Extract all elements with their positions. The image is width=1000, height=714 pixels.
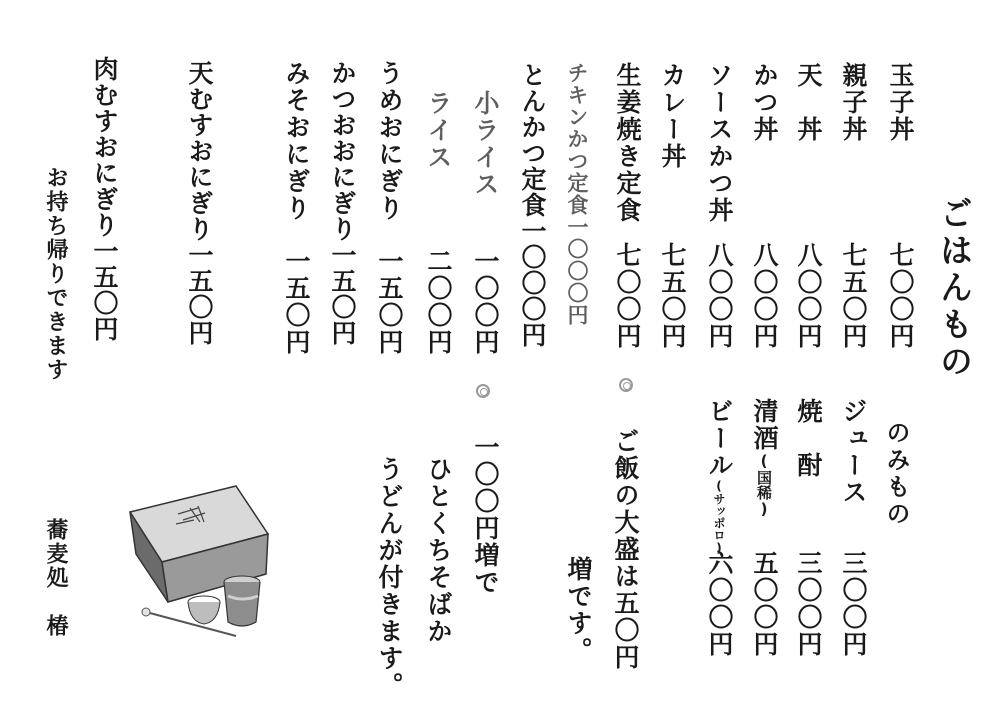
item-name: 天むすおにぎり	[185, 60, 214, 242]
menu-item-curry-don: カレー丼	[658, 62, 687, 170]
item-price: 一五〇円	[328, 242, 357, 346]
menu-item-price: 八〇〇円	[705, 242, 734, 350]
menu-item-price: 一〇〇円	[471, 248, 500, 356]
drink-sake	[752, 398, 777, 518]
item-name: 玉子丼	[886, 62, 915, 143]
menu-item-chicken-katsu-teishoku	[566, 62, 587, 326]
drink-juice: ジュース	[839, 398, 868, 506]
soba-set-illustration-icon	[128, 484, 278, 644]
drink-name: 清酒	[750, 398, 779, 452]
item-price: 一五〇円	[185, 242, 214, 346]
item-name: とんかつ定食	[518, 62, 547, 218]
menu-item-price: 一五〇円	[375, 248, 404, 356]
takeout-note: お持ち帰りできます	[43, 166, 68, 382]
drink-shochu: 焼 酎	[794, 398, 823, 479]
menu-item-sauce-katsudon: ソースかつ丼	[705, 62, 734, 224]
menu-item-price: 二〇〇円	[424, 248, 453, 356]
item-price: 一〇〇〇円	[518, 218, 547, 348]
menu-item-rice: ライス	[424, 90, 453, 171]
soba-note-2: ひとくちそばか	[424, 456, 453, 645]
menu-item-tenmusu-onigiri	[187, 60, 212, 346]
menu-item-price: 八〇〇円	[750, 242, 779, 350]
drink-price: 三〇〇円	[839, 550, 868, 658]
item-name: かつおおにぎり	[328, 60, 357, 242]
menu-item-price: 七〇〇円	[613, 242, 642, 350]
item-name: チキンかつ定食	[565, 62, 589, 216]
item-price: 一五〇円	[90, 238, 119, 342]
drink-price: 五〇〇円	[750, 550, 779, 658]
menu-item-oyakodon: 親子丼	[839, 62, 868, 143]
menu-item-price: 一五〇円	[282, 248, 311, 356]
drink-price: 六〇〇円	[705, 550, 734, 658]
drink-brand-note: (サッポロ)	[712, 479, 726, 555]
menu-item-price: 七五〇円	[839, 242, 868, 350]
drink-name: ビール	[705, 398, 734, 479]
menu-item-katsudon: かつ丼	[750, 62, 779, 143]
menu-item-katsuo-onigiri	[330, 60, 355, 346]
menu-item-shogayaki-teishoku: 生姜焼き定食	[613, 62, 642, 224]
item-price: 一〇〇〇円	[565, 216, 589, 326]
menu-title: ごはんもの	[935, 196, 974, 381]
large-rice-note-2: 増です。	[564, 556, 593, 664]
double-circle-mark-icon	[619, 378, 633, 392]
double-circle-mark-icon	[476, 384, 490, 398]
drink-brand-note: (国稀)	[755, 452, 773, 518]
soba-note-3: うどんが付きます。	[375, 456, 404, 699]
menu-item-price: 七五〇円	[658, 242, 687, 350]
soba-note-1: 一〇〇円増で	[471, 434, 500, 596]
menu-item-nikumusu-onigiri	[92, 56, 117, 342]
item-name: 肉むすおにぎり	[90, 56, 119, 238]
large-rice-note: ご飯の大盛は五〇円	[611, 428, 640, 671]
shop-name: 蕎麦処 椿	[43, 518, 68, 638]
menu-item-tonkatsu-teishoku	[520, 62, 545, 348]
menu-item-miso-onigiri: みそおにぎり	[282, 60, 311, 222]
menu-item-price: 八〇〇円	[794, 242, 823, 350]
menu-item-price: 七〇〇円	[886, 242, 915, 350]
drinks-heading: のみもの	[882, 420, 910, 528]
drink-price: 三〇〇円	[794, 550, 823, 658]
menu-item-ume-onigiri: うめおにぎり	[375, 60, 404, 222]
menu-item-tendon: 天 丼	[794, 62, 823, 143]
drink-beer	[707, 398, 732, 555]
menu-item-small-rice: 小ライス	[471, 90, 500, 198]
menu-item-tamagodon	[888, 62, 913, 143]
